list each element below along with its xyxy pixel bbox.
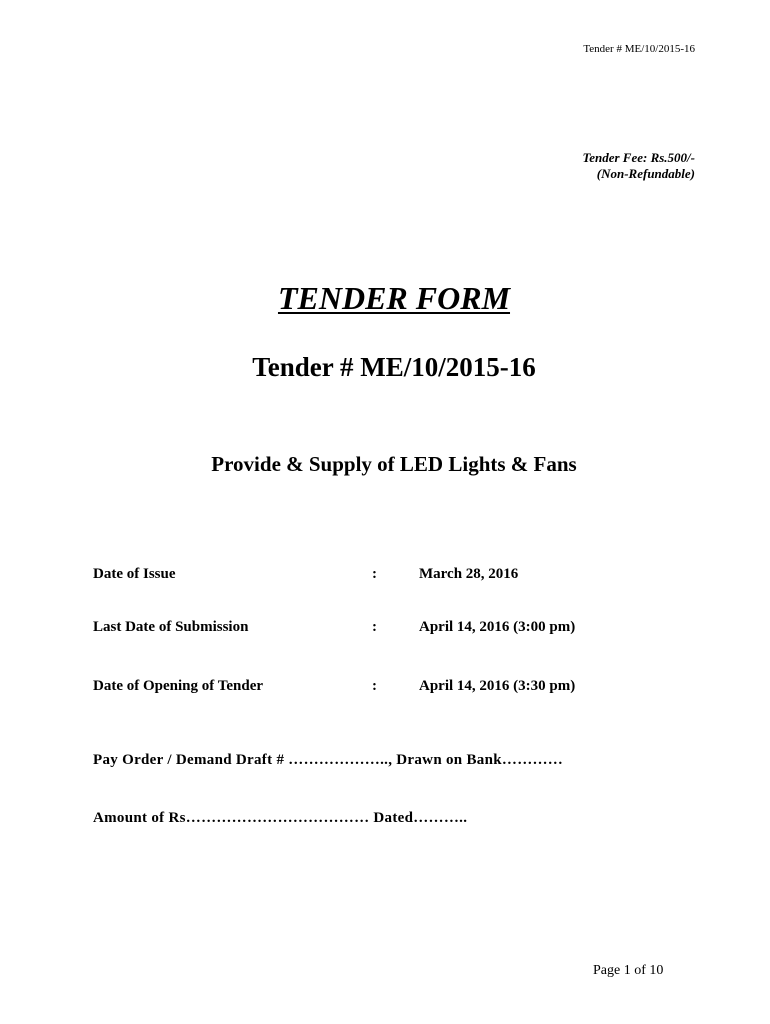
last-date-of-submission-colon: : (372, 619, 377, 635)
date-of-opening-label: Date of Opening of Tender (93, 678, 264, 694)
pay-order-line: Pay Order / Demand Draft # ……………….., Drawn on Bank………… (93, 752, 564, 768)
tender-fee-note: (Non-Refundable) (596, 166, 695, 181)
date-of-issue-row (93, 566, 693, 586)
tender-fee-amount: Tender Fee: Rs.500/- (582, 150, 695, 165)
date-of-issue-label: Date of Issue (93, 566, 176, 582)
date-of-opening-value: April 14, 2016 (3:30 pm) (419, 678, 576, 694)
last-date-of-submission-label: Last Date of Submission (93, 619, 249, 635)
tender-number-heading: Tender # ME/10/2015-16 (252, 352, 536, 382)
page-number: Page 1 of 10 (593, 963, 664, 978)
form-title: TENDER FORM (277, 280, 511, 316)
header-tender-reference: Tender # ME/10/2015-16 (583, 43, 695, 55)
amount-line: Amount of Rs……………………………… Dated……….. (93, 810, 468, 826)
tender-fee-block (582, 150, 695, 182)
date-of-issue-value: March 28, 2016 (419, 566, 519, 582)
last-date-of-submission-value: April 14, 2016 (3:00 pm) (419, 619, 576, 635)
date-of-opening-colon: : (372, 678, 377, 694)
date-of-issue-colon: : (372, 566, 377, 582)
last-date-of-submission-row (93, 619, 693, 639)
date-of-opening-row (93, 678, 693, 698)
tender-subject: Provide & Supply of LED Lights & Fans (211, 452, 577, 476)
